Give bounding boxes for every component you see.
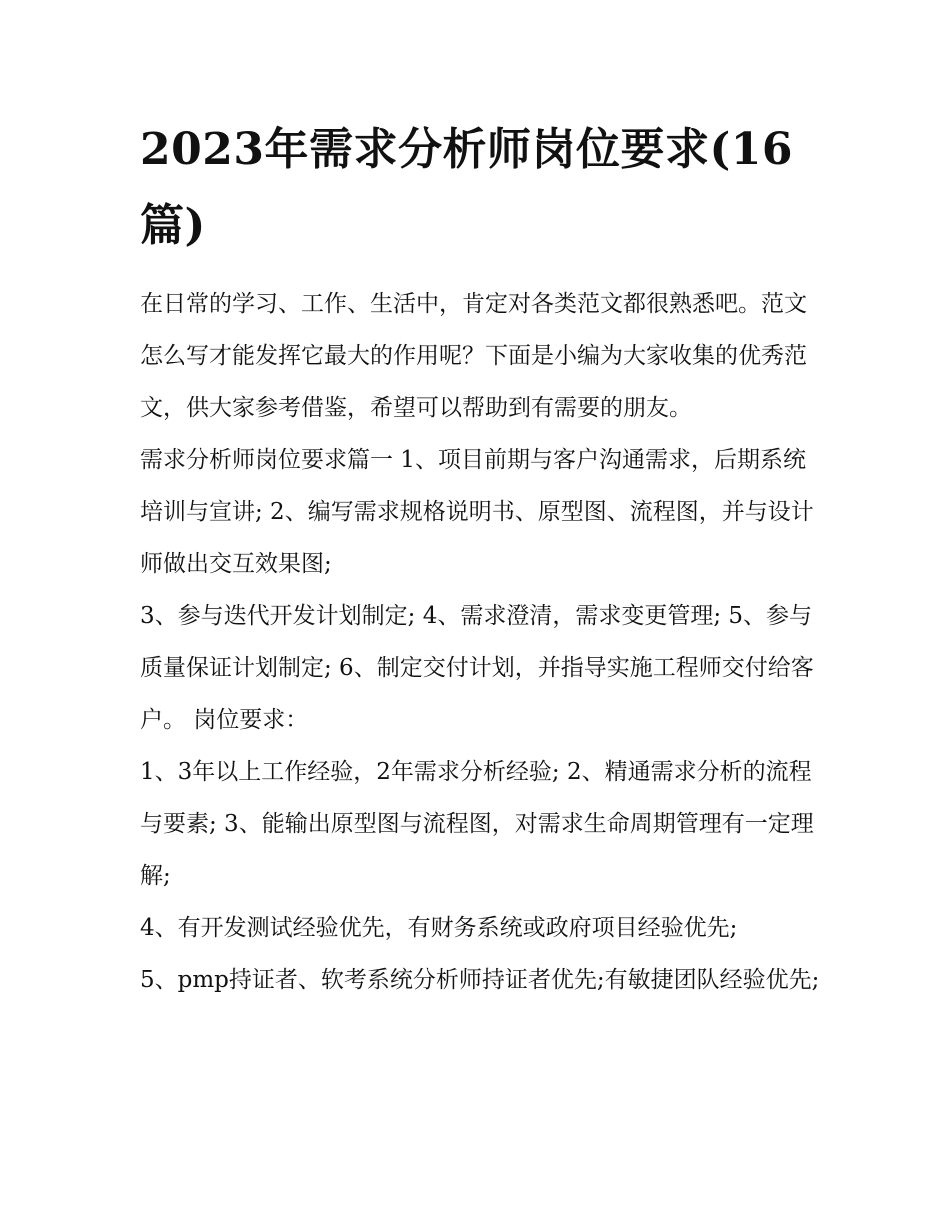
document-body [140,112,820,1006]
intro-paragraph: 在日常的学习、工作、生活中，肯定对各类范文都很熟悉吧。范文怎么写才能发挥它最大的作用呢？下面是小编为大家收集的优秀范文，供大家参考借鉴，希望可以帮助到有需要的朋友。 [140,291,807,421]
document-title: 2023年需求分析师岗位要求(16篇) [140,124,794,251]
job-duties-paragraph-2: 3、参与迭代开发计划制定; 4、需求澄清，需求变更管理; 5、参与质量保证计划制定; 6、制定交付计划，并指导实施工程师交付给客户。 岗位要求： [140,603,814,733]
requirement-paragraph-1: 1、3年以上工作经验，2年需求分析经验; 2、精通需求分析的流程与要素; 3、能输出原型图与流程图，对需求生命周期管理有一定理解; [140,759,814,889]
requirement-paragraph-3: 5、pmp持证者、软考系统分析师持证者优先;有敏捷团队经验优先; [140,967,820,993]
job-duties-paragraph-1: 需求分析师岗位要求篇一 1、项目前期与客户沟通需求，后期系统培训与宣讲; 2、编写需求规格说明书、原型图、流程图，并与设计师做出交互效果图; [140,447,814,577]
requirement-paragraph-2: 4、有开发测试经验优先，有财务系统或政府项目经验优先; [140,915,738,941]
